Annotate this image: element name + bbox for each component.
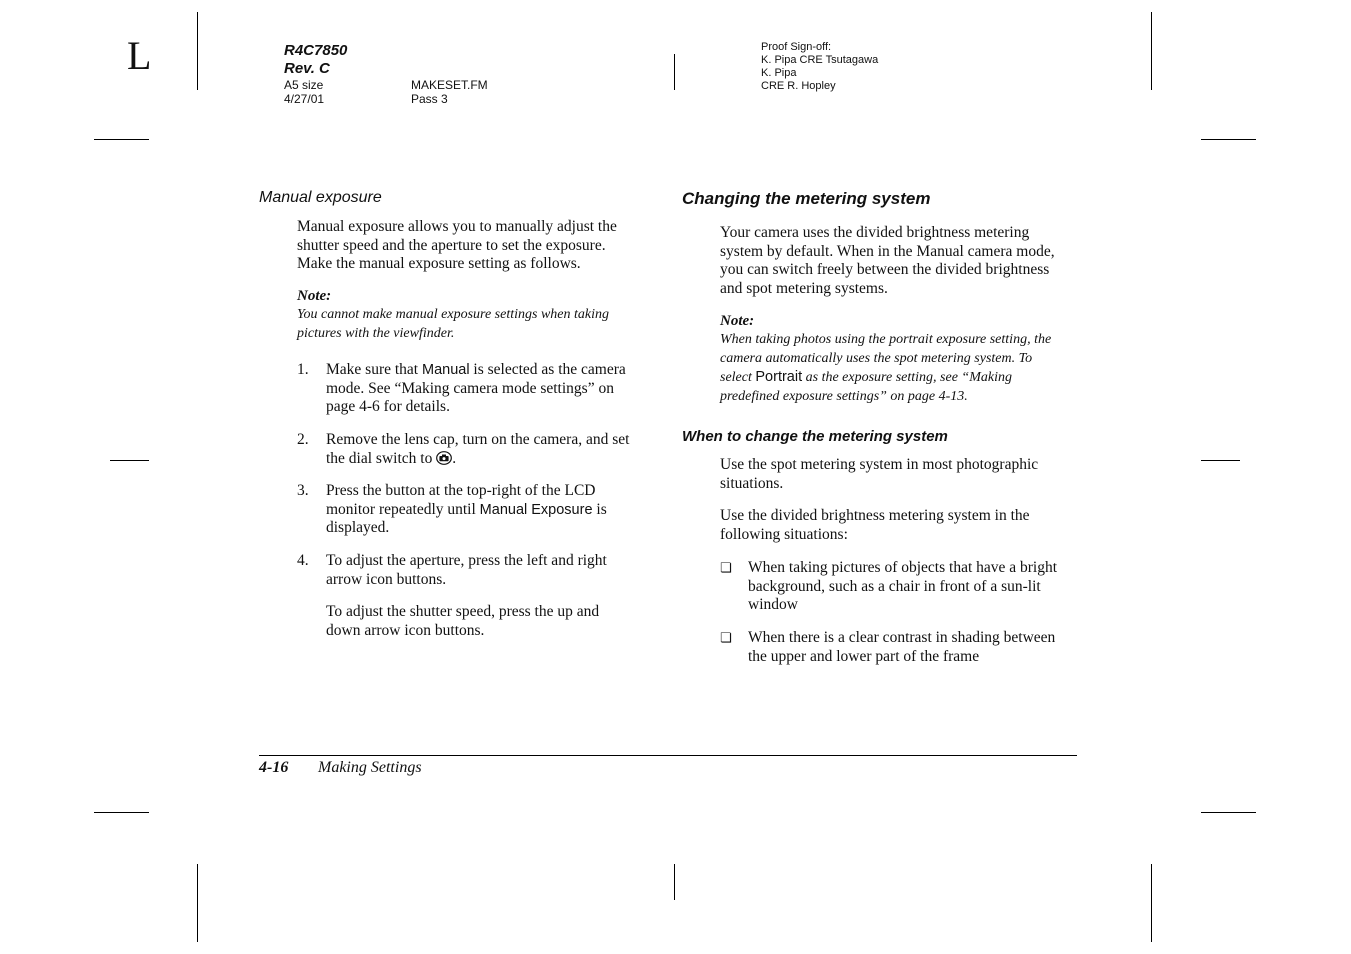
- text: is: [592, 500, 607, 518]
- footer-rule: [259, 755, 1077, 756]
- text-line: situations.: [720, 474, 784, 492]
- note-label: Note:: [297, 288, 332, 304]
- checkbox-bullet-icon: ❏: [720, 561, 732, 576]
- text-line: arrow icon buttons.: [326, 570, 447, 588]
- file-name: MAKESET.FM: [411, 78, 488, 92]
- text-line: and spot metering systems.: [720, 279, 888, 297]
- step-number: 2.: [297, 431, 309, 448]
- pass: Pass 3: [411, 92, 448, 106]
- text-line: system by default. When in the Manual camera mode,: [720, 242, 1055, 260]
- crop-mark: [94, 812, 149, 813]
- step-1: [326, 361, 626, 417]
- text-line: shutter speed and the aperture to set the exposure.: [297, 236, 606, 254]
- chapter-title: Making Settings: [318, 759, 422, 776]
- text-line: When there is a clear contrast in shading between: [748, 629, 1056, 646]
- crop-mark: [1201, 812, 1256, 813]
- crop-mark: [197, 864, 198, 942]
- section-heading: Changing the metering system: [682, 189, 931, 208]
- text-line: you can switch freely between the divided brightness: [720, 261, 1050, 278]
- text-line: displayed.: [326, 519, 390, 536]
- crop-mark: [110, 460, 149, 461]
- ui-term: Portrait: [755, 369, 803, 385]
- text-line: When taking photos using the portrait exposure setting, the: [720, 332, 1052, 347]
- note-label: Note:: [720, 313, 755, 329]
- text: Make sure that: [326, 361, 422, 378]
- step-2: [326, 431, 629, 470]
- text: is selected as the camera: [469, 361, 626, 378]
- crop-mark: [674, 864, 675, 900]
- ui-term: Manual: [421, 362, 470, 378]
- doc-id: R4C7850: [284, 42, 348, 59]
- proof-line: K. Pipa: [761, 67, 797, 79]
- text-line: Use the spot metering system in most photographic: [720, 456, 1039, 473]
- crop-mark: [1201, 139, 1256, 140]
- crop-mark: [197, 12, 198, 90]
- text-line: background, such as a chair in front of a sun-lit: [748, 577, 1041, 595]
- list-item: [748, 629, 1055, 666]
- text-line: Manual exposure allows you to manually adjust the: [297, 218, 617, 235]
- proof-signoff: [761, 41, 878, 93]
- text: monitor repeatedly until: [326, 500, 480, 518]
- text-line: Press the button at the top-right of the LCD: [326, 482, 596, 499]
- date: 4/27/01: [284, 92, 325, 106]
- text-line: Remove the lens cap, turn on the camera, and set: [326, 431, 630, 448]
- text: select: [720, 370, 756, 385]
- crop-mark: [1151, 12, 1152, 90]
- text-line: predefined exposure settings” on page 4-13.: [720, 388, 968, 404]
- paragraph: [720, 507, 1030, 544]
- checkbox-bullet-icon: ❏: [720, 631, 732, 646]
- page-number: 4-16: [259, 759, 289, 776]
- intro-paragraph: [720, 224, 1055, 298]
- note-text: [297, 306, 609, 343]
- text-line: the upper and lower part of the frame: [748, 647, 980, 665]
- text-line: To adjust the aperture, press the left and right: [326, 552, 607, 569]
- text-line: camera automatically uses the spot metering system. To: [720, 350, 1033, 366]
- text-line: following situations:: [720, 525, 848, 543]
- subheading: When to change the metering system: [682, 428, 948, 445]
- intro-paragraph: [297, 218, 617, 274]
- step-number: 4.: [297, 552, 309, 569]
- text-line: Use the divided brightness metering system in the: [720, 507, 1030, 524]
- text-line: Your camera uses the divided brightness metering: [720, 224, 1030, 241]
- note-text: [720, 331, 1051, 406]
- text: the dial switch to: [326, 449, 437, 467]
- crop-mark: [674, 54, 675, 90]
- crop-mark: [94, 139, 149, 140]
- proof-line: K. Pipa CRE Tsutagawa: [761, 54, 879, 66]
- text-line: down arrow icon buttons.: [326, 621, 485, 639]
- crop-mark: [1201, 460, 1240, 461]
- step-3: [326, 482, 607, 538]
- step-4: [326, 552, 607, 589]
- ui-term: Manual Exposure: [479, 501, 593, 518]
- text-line: When taking pictures of objects that have a bright: [748, 559, 1058, 576]
- margin-letter: L: [127, 33, 152, 78]
- list-item: [748, 559, 1057, 615]
- crop-mark: [1151, 864, 1152, 942]
- text-line: pictures with the viewfinder.: [297, 325, 455, 341]
- text-line: To adjust the shutter speed, press the up and: [326, 603, 600, 620]
- text-line: window: [748, 596, 798, 613]
- section-title: Manual exposure: [259, 189, 382, 206]
- text-line: mode. See “Making camera mode settings” on: [326, 379, 614, 397]
- proof-line: CRE R. Hopley: [761, 80, 836, 92]
- text-line: page 4-6 for details.: [326, 398, 450, 415]
- text-line: Make the manual exposure setting as follows.: [297, 255, 581, 272]
- proof-line: Proof Sign-off:: [761, 41, 832, 53]
- revision: Rev. C: [284, 60, 330, 77]
- camera-mode-icon: [436, 451, 452, 471]
- step-4-extra: [326, 603, 599, 640]
- text-line: You cannot make manual exposure settings when taking: [297, 307, 609, 322]
- step-number: 1.: [297, 361, 309, 378]
- text: as the exposure setting, see “Making: [802, 370, 1012, 385]
- text: .: [452, 449, 457, 467]
- step-number: 3.: [297, 482, 309, 499]
- paper-size: A5 size: [284, 78, 324, 92]
- paragraph: [720, 456, 1038, 493]
